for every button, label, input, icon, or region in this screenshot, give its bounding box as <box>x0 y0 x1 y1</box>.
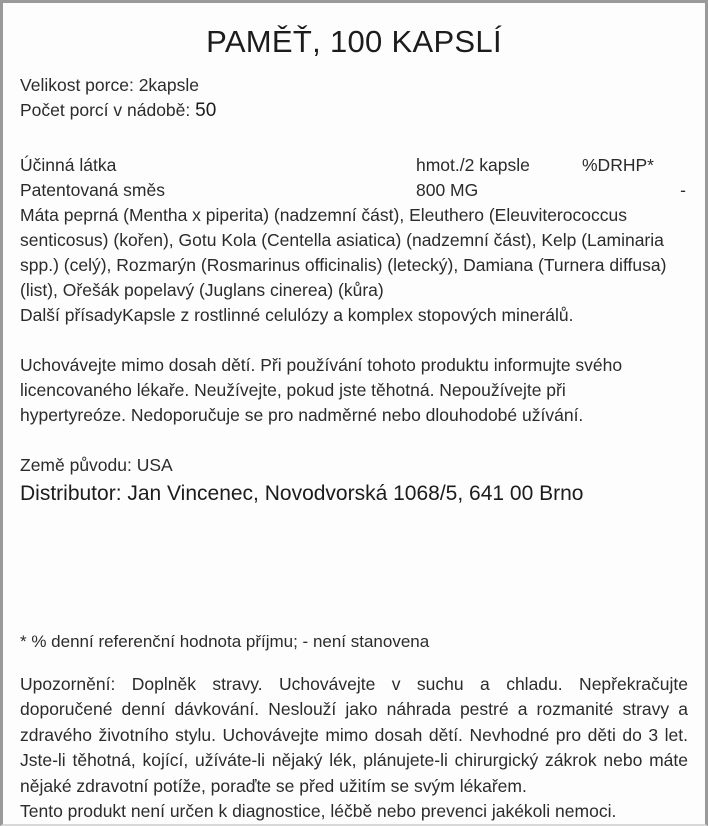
distributor: Distributor: Jan Vincenec, Novodvorská 1068/5, 641 00 Brno <box>20 482 584 506</box>
serving-size-value: 2kapsle <box>138 75 200 96</box>
ingredient-list: Máta peprná (Mentha x piperita) (nadzemní část), Eleuthero (Eleuviterococcus senticosus) (kořen), Gotu Kola (Centella asiatica) (nadzemní část), Kelp (Laminaria spp.) (celý), Rozmarýn (Rosmarinus officinalis) (letecký), Damiana (Turnera diffusa) (list), Ořešák popelavý (Juglans cinerea) (kůra) <box>20 205 667 301</box>
serving-size-label: Velikost porce: <box>20 75 134 96</box>
servings-per-container-label: Počet porcí v nádobě: <box>20 100 191 121</box>
page-title: PAMĚŤ, 100 KAPSLÍ <box>206 24 502 59</box>
row-ingredient-daily-value: - <box>680 180 686 201</box>
row-ingredient-amount: 800 MG <box>416 180 479 201</box>
footnote-section <box>20 629 688 826</box>
origin-information <box>20 453 688 508</box>
serving-size-row <box>20 73 688 98</box>
servings-per-container-value: 50 <box>195 100 217 122</box>
column-header-ingredient: Účinná látka <box>20 155 117 176</box>
table-row <box>20 178 688 203</box>
warning-text: Uchovávejte mimo dosah dětí. Při používání tohoto produktu informujte svého licencovaného lékaře. Neužívejte, pokud jste těhotná. Nepoužívejte při hypertyreóze. Nedoporučuje se pro nadměrné nebo dlouhodobé užívání. <box>20 355 623 426</box>
notice-main: Upozornění: Doplněk stravy. Uchovávejte v suchu a chladu. Nepřekračujte doporučené denní dávkování. Neslouží jako náhrada pestré a rozmanité stravy a zdravého životního stylu. Uchovávejte mimo dosah dětí. Nevhodné pro děti do 3 let. Jste-li těhotná, kojící, užíváte-li nějaký lék, plánujete-li chirurgický zákrok nebo máte nějaké zdravotní potíže, poraďte se před užitím se svým lékařem. <box>20 673 688 796</box>
serving-information <box>20 73 688 123</box>
column-header-daily-value: %DRHP* <box>582 155 654 176</box>
servings-per-container-row <box>20 98 688 123</box>
daily-value-footnote: * % denní referenční hodnota příjmu; - není stanovena <box>20 632 430 651</box>
table-header-row <box>20 153 688 178</box>
notice-last-line: Tento produkt není určen k diagnostice, léčbě nebo prevenci jakékoli nemoci. <box>20 801 617 821</box>
column-header-amount: hmot./2 kapsle <box>416 155 530 176</box>
label-content <box>3 3 705 824</box>
notice-text <box>20 672 688 825</box>
supplement-facts-table <box>20 153 688 328</box>
row-ingredient-name: Patentovaná směs <box>20 180 165 201</box>
other-ingredients: Další přísadyKapsle z rostlinné celulózy a komplex stopových minerálů. <box>20 305 574 326</box>
country-of-origin: Země původu: USA <box>20 455 173 476</box>
